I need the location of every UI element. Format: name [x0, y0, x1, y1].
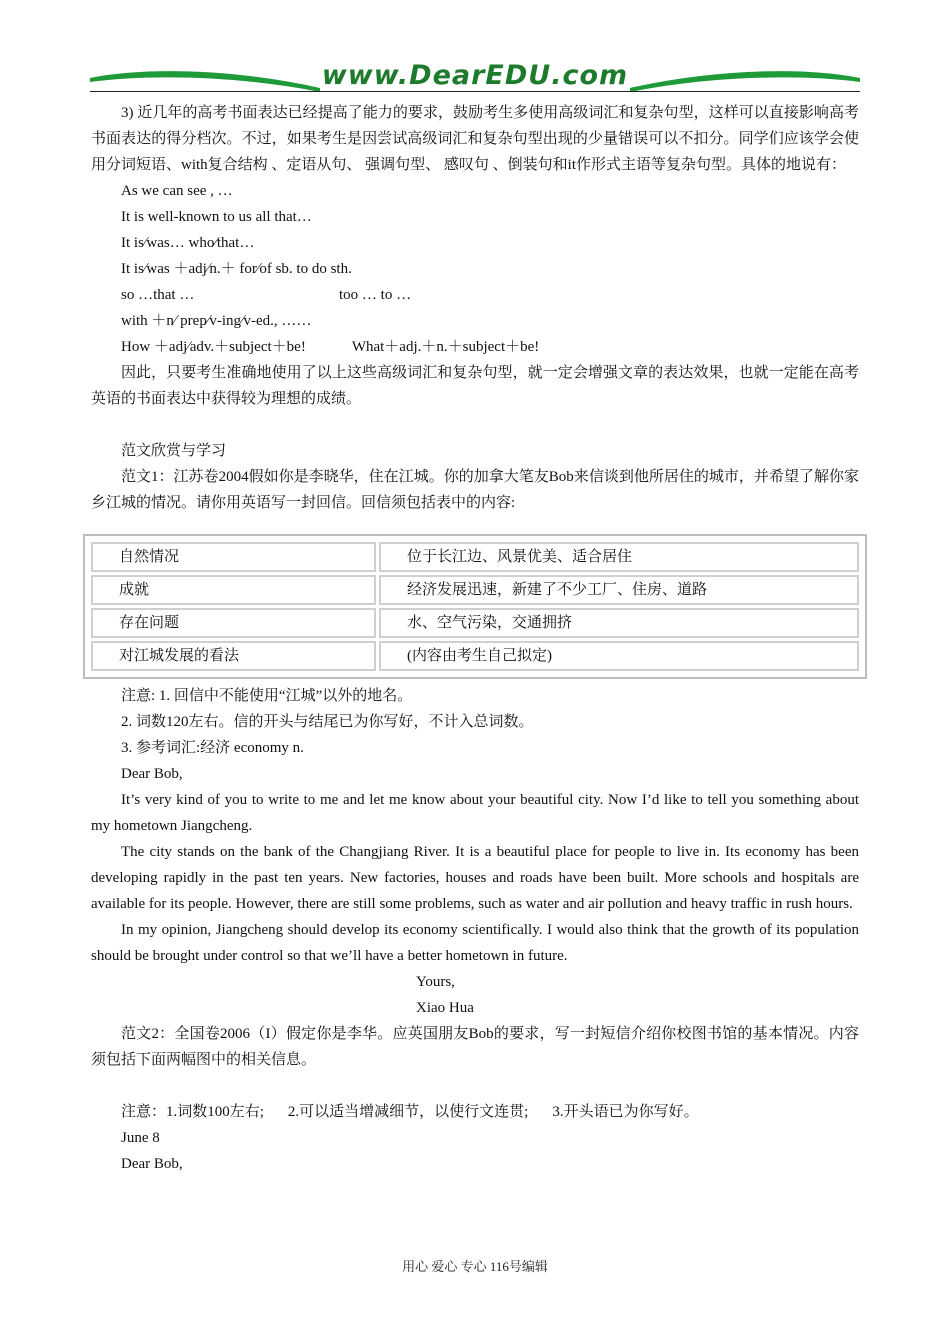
intro-paragraph: 3) 近几年的高考书面表达已经提高了能力的要求，鼓励考生多使用高级词汇和复杂句型，这样可以直接影响高考书面表达的得分档次。不过，如果考生是因尝试高级词汇和复杂句型出现的少量错误可以不扣分。同学们应该学会使用分词短语、with复合结构 、定语从句、 强调句型、 感叹句 、倒装句和it作形式主语等复杂句型。具体的地说有： [91, 105, 859, 173]
table-cell-content: 位于长江边、风景优美、适合居住 [379, 542, 859, 572]
pattern-2: It is well-known to us all that… [121, 209, 312, 225]
right-swoosh-icon [630, 66, 860, 92]
table-cell-topic: 对江城发展的看法 [91, 641, 376, 671]
letter-signature: Xiao Hua [416, 1000, 474, 1016]
requirements-table [83, 534, 867, 679]
pattern-how: How ＋adj∕adv.＋subject＋be! [121, 339, 306, 355]
letter2-greeting: Dear Bob, [121, 1156, 183, 1172]
pattern-5 [91, 282, 859, 308]
table-cell-content: 经济发展迅速，新建了不少工厂、住房、道路 [379, 575, 859, 605]
pattern-7 [91, 334, 859, 360]
note-3: 3. 参考词汇:经济 economy n. [121, 740, 304, 756]
header-rule [90, 91, 860, 92]
table-row [91, 608, 859, 638]
left-swoosh-icon [90, 66, 320, 92]
pattern-4: It is∕was ＋adj∕n.＋ for∕of sb. to do sth. [121, 261, 352, 277]
page-footer: 用心 爱心 专心 116号编辑 [402, 1259, 548, 1274]
table-cell-topic: 自然情况 [91, 542, 376, 572]
table-cell-topic: 存在问题 [91, 608, 376, 638]
letter-paragraph-1: It’s very kind of you to write to me and let me know about your beautiful city. Now I’d like to tell you something about my hometown Jiangcheng. [91, 792, 859, 834]
sample2-note-1: 注意：1.词数100左右; [121, 1104, 264, 1120]
conclusion-paragraph: 因此，只要考生准确地使用了以上这些高级词汇和复杂句型，就一定会增强文章的表达效果，也就一定能在高考英语的书面表达中获得较为理想的成绩。 [91, 365, 859, 407]
section-title: 范文欣赏与学习 [121, 443, 227, 459]
table-cell-content: (内容由考生自己拟定) [379, 641, 859, 671]
site-logo: www.DearEDU.com [321, 60, 629, 91]
table-row [91, 641, 859, 671]
letter-closing: Yours, [416, 974, 455, 990]
table-cell-content: 水、空气污染，交通拥挤 [379, 608, 859, 638]
table-cell-topic: 成就 [91, 575, 376, 605]
pattern-1: As we can see , … [121, 183, 233, 199]
table-row [91, 542, 859, 572]
sample2-prompt: 范文2：全国卷2006（I）假定你是李华。应英国朋友Bob的要求，写一封短信介绍你校图书馆的基本情况。内容须包括下面两幅图中的相关信息。 [91, 1026, 859, 1068]
pattern-too: too … to … [339, 287, 412, 303]
sample1-prompt: 范文1：江苏卷2004假如你是李晓华，住在江城。你的加拿大笔友Bob来信谈到他所居住的城市，并希望了解你家乡江城的情况。请你用英语写一封回信。回信须包括表中的内容: [91, 469, 859, 511]
table-row [91, 575, 859, 605]
letter-date: June 8 [121, 1130, 160, 1146]
document-body [91, 100, 859, 1177]
note-2: 2. 词数120左右。信的开头与结尾已为你写好，不计入总词数。 [121, 714, 534, 730]
sample2-note-2: 2.可以适当增减细节，以使行文连贯; [287, 1104, 529, 1120]
page-header [90, 58, 860, 98]
sample2-note-3: 3.开头语已为你写好。 [552, 1104, 699, 1120]
pattern-with: with ＋n∕ prep∕v-ing∕v-ed., …… [121, 313, 312, 329]
pattern-3: It is∕was… who∕that… [121, 235, 255, 251]
sample2-notes [91, 1099, 859, 1125]
pattern-what: What＋adj.＋n.＋subject＋be! [351, 339, 540, 355]
letter-greeting: Dear Bob, [121, 766, 183, 782]
note-1: 注意: 1. 回信中不能使用“江城”以外的地名。 [121, 688, 413, 704]
letter-paragraph-2: The city stands on the bank of the Changjiang River. It is a beautiful place for people to live in. Its economy has been developing rapidly in the past ten years. New factories, houses and roads have been built. More schools and hospitals are available for its people. However, there are still some problems, such as water and air pollution and heavy traffic in rush hours. [91, 844, 859, 912]
letter-paragraph-3: In my opinion, Jiangcheng should develop its economy scientifically. I would also think that the growth of its population should be brought under control so that we’ll have a better hometown in future. [91, 922, 859, 964]
pattern-so: so …that … [121, 287, 195, 303]
